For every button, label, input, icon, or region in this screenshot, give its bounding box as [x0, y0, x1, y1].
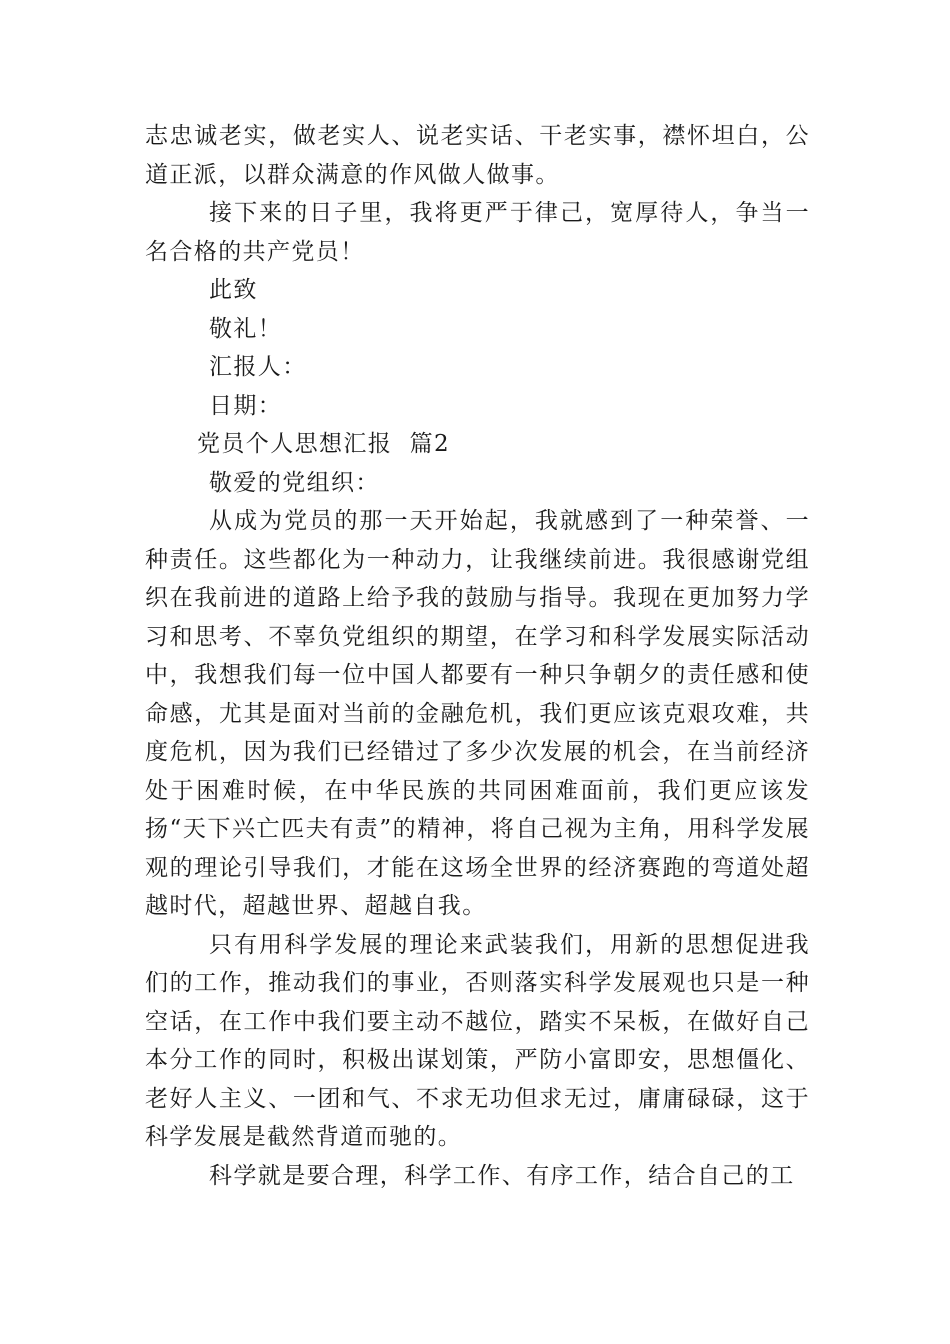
closing-reporter: 汇报人： — [209, 354, 307, 380]
body-paragraph-2: 只有用科学发展的理论来武装我们，用新的思想促进我们的工作，推动我们的事业，否则落实科学发展观也只是一种空话，在工作中我们要主动不越位，踏实不呆板，在做好自己本分工作的同时，积极出谋划策，严防小富即安，思想僵化、老好人主义、一团和气、不求无功但求无过，庸庸碌碌，这于科学发展是截然背道而驰的。 — [145, 931, 810, 1150]
body-paragraph-3: 科学就是要合理，科学工作、有序工作，结合自己的工 — [209, 1162, 795, 1189]
body-paragraph-1: 从成为党员的那一天开始起，我就感到了一种荣誉、一种责任。这些都化为一种动力，让我继续前进。我很感谢党组织在我前进的道路上给予我的鼓励与指导。我现在更加努力学习和思考、不辜负党组织的期望，在学习和科学发展实际活动中，我想我们每一位中国人都要有一种只争朝夕的责任感和使命感，尤其是面对当前的金融危机，我们更应该克艰攻难，共度危机，因为我们已经错过了多少次发展的机会，在当前经济处于困难时候，在中华民族的共同困难面前，我们更应该发扬“天下兴亡匹夫有责”的精神，将自己视为主角，用科学发展观的理论引导我们，才能在这场全世界的经济赛跑的弯道处超越时代，超越世界、超越自我。 — [145, 508, 810, 919]
paragraph-continuation: 志忠诚老实，做老实人、说老实话、干老实事，襟怀坦白，公道正派，以群众满意的作风做人做事。 — [145, 123, 810, 188]
closing-salutation-2: 敬礼！ — [209, 315, 283, 342]
paragraph-resolution: 接下来的日子里，我将更严于律己，宽厚待人，争当一名合格的共产党员！ — [145, 200, 810, 265]
section-title: 党员个人思想汇报 篇2 — [197, 431, 451, 457]
closing-salutation-1: 此致 — [209, 277, 258, 303]
greeting: 敬爱的党组织： — [209, 469, 380, 496]
closing-date: 日期： — [209, 392, 283, 419]
document-content — [145, 117, 810, 1195]
